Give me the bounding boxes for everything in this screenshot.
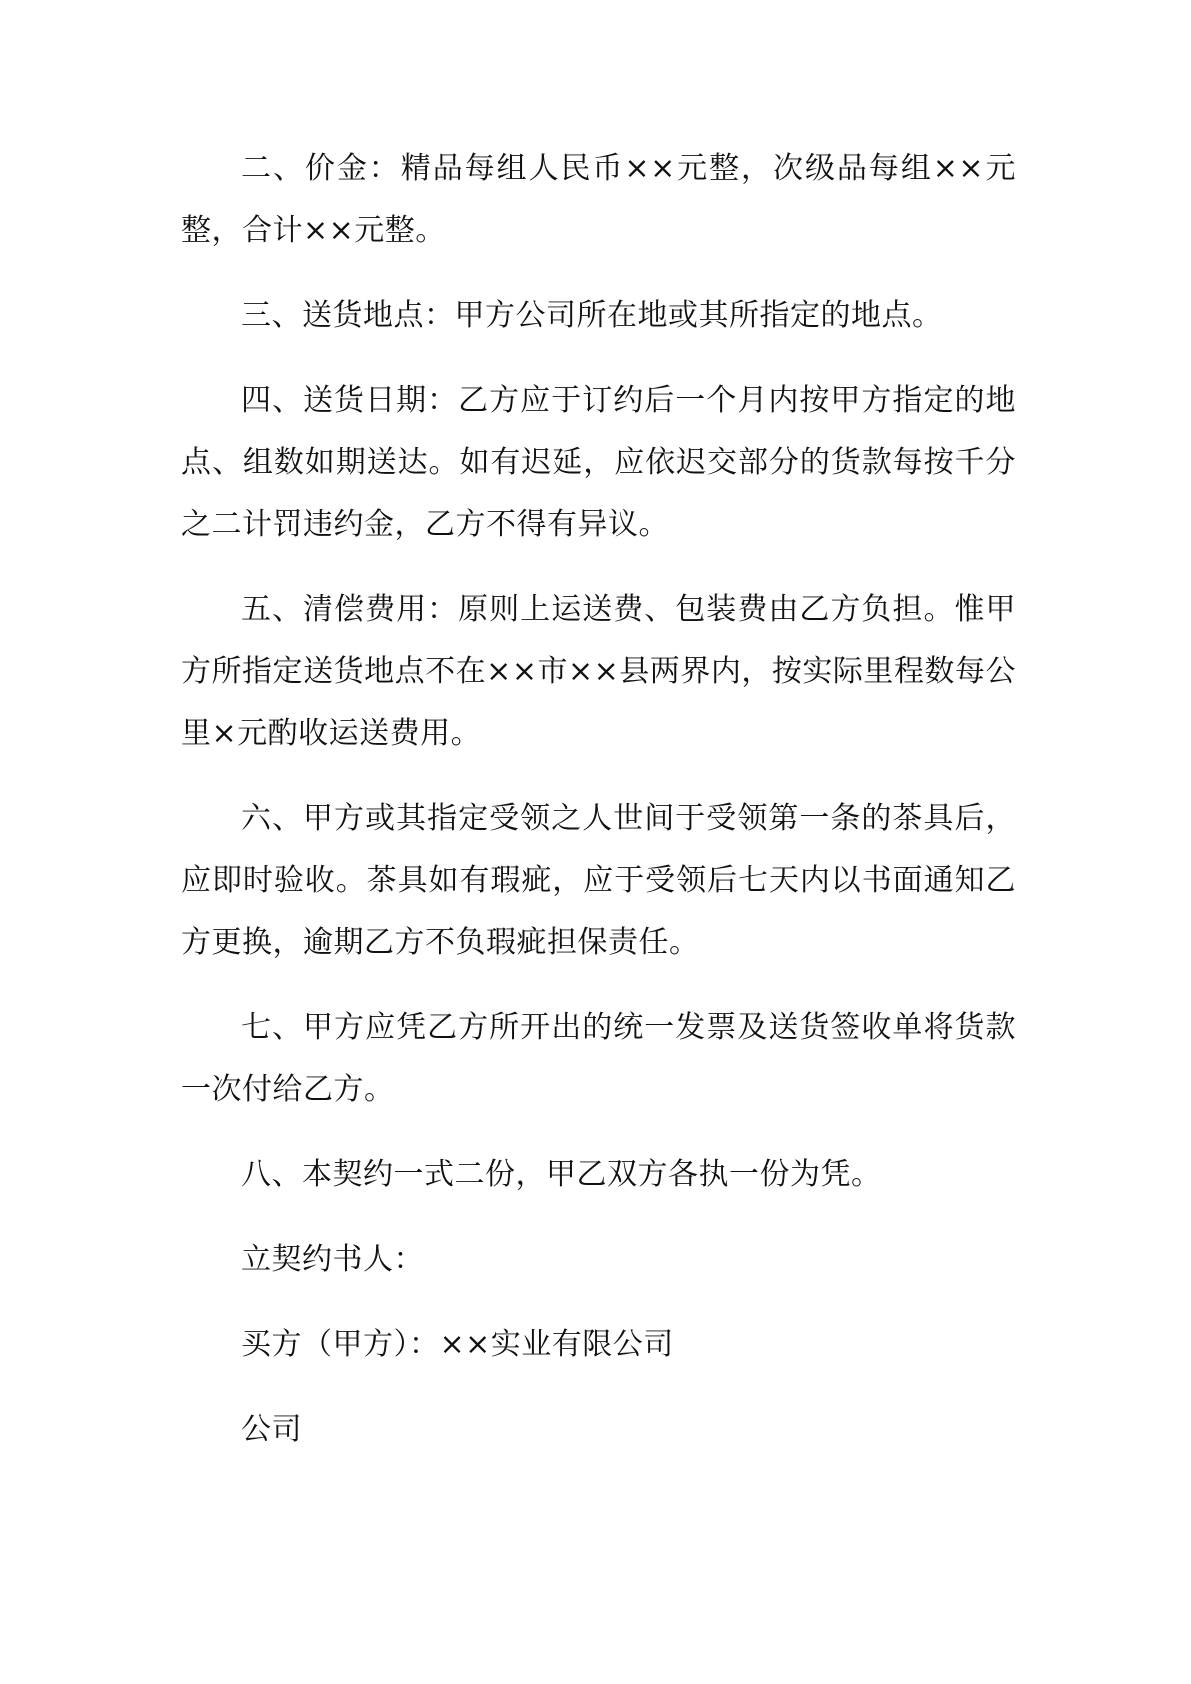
signatories-label: 立契约书人： [241,1242,424,1277]
contract-body [181,138,1016,1461]
clause-payment: 七、甲方应凭乙方所开出的统一发票及送货签收单将货款一次付给乙方。 [181,1010,1016,1107]
clause-copies: 八、本契约一式二份，甲乙双方各执一份为凭。 [241,1157,882,1192]
clause-expenses: 五、清偿费用：原则上运送费、包装费由乙方负担。惟甲方所指定送货地点不在××市××县两界内，按实际里程数每公里×元酌收运送费用。 [181,592,1016,751]
clause-delivery-location: 三、送货地点：甲方公司所在地或其所指定的地点。 [241,298,943,333]
company-line: 公司 [241,1412,302,1447]
clause-delivery-date: 四、送货日期：乙方应于订约后一个月内按甲方指定的地点、组数如期送达。如有迟延，应依迟交部分的货款每按千分之二计罚违约金，乙方不得有异议。 [181,383,1016,542]
buyer-line: 买方（甲方）：××实业有限公司 [241,1327,674,1362]
clause-inspection: 六、甲方或其指定受领之人世间于受领第一条的茶具后，应即时验收。茶具如有瑕疵，应于受领后七天内以书面通知乙方更换，逾期乙方不负瑕疵担保责任。 [181,801,1016,960]
clause-price: 二、价金：精品每组人民币××元整，次级品每组××元整，合计××元整。 [181,151,1016,248]
